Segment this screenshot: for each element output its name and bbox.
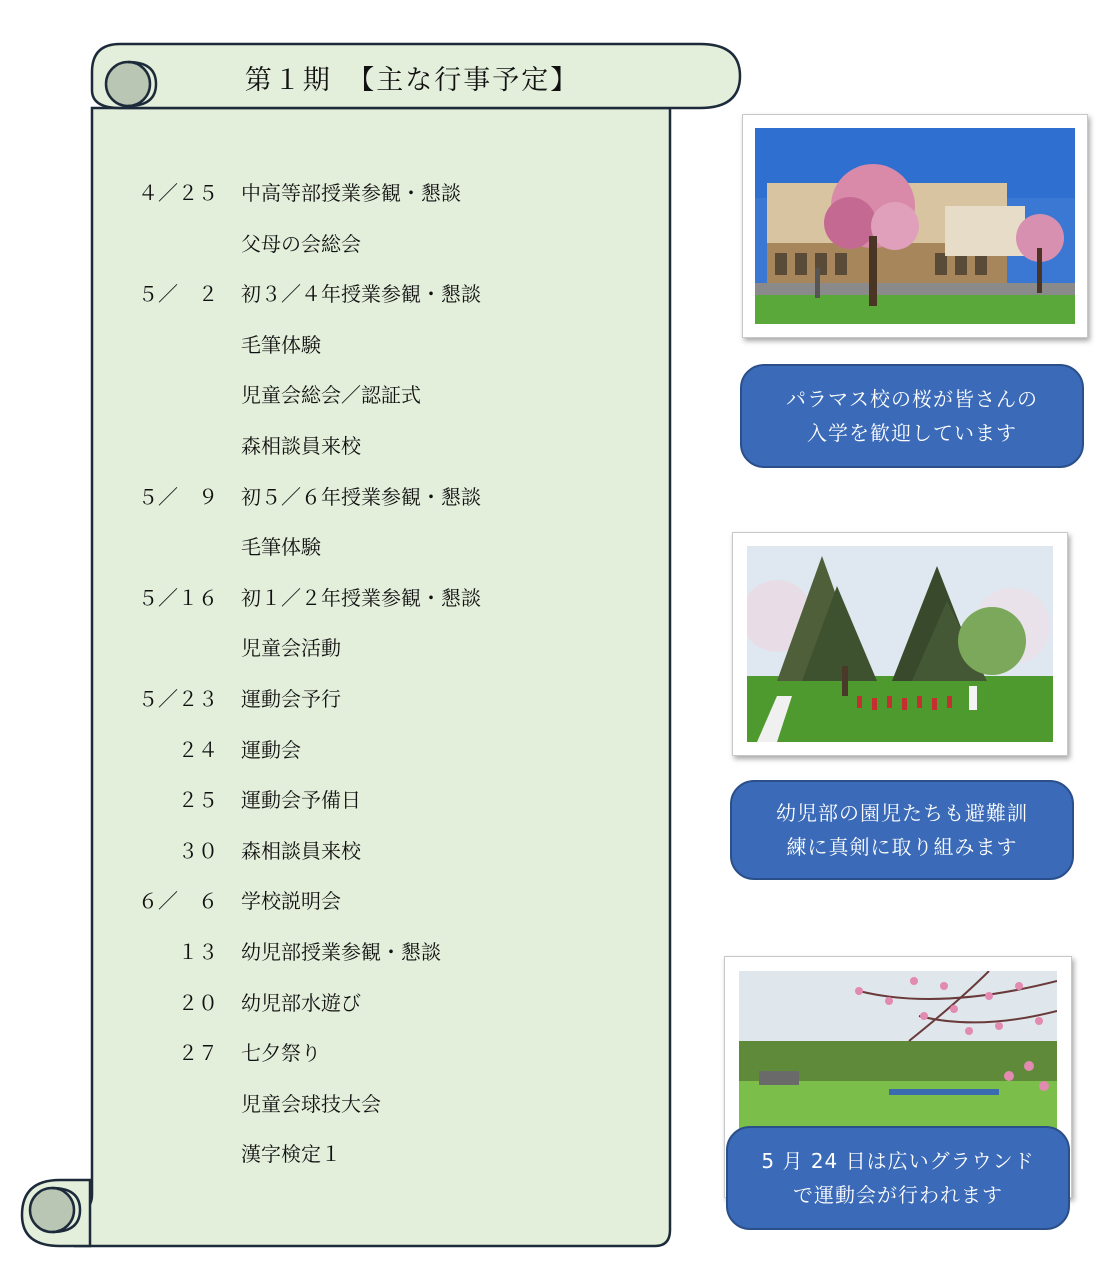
schedule-event: 中高等部授業参観・懇談 (241, 181, 461, 205)
schedule-event: 運動会 (241, 737, 301, 762)
caption-line: 幼児部の園児たちも避難訓 (776, 801, 1028, 825)
schedule-date: ３０ (178, 838, 218, 863)
schedule-event: 学校説明会 (241, 889, 341, 914)
caption-sports-day (726, 1126, 1070, 1230)
schedule-date: ５／２３ (138, 687, 218, 711)
caption-evacuation-drill (730, 780, 1074, 880)
caption-line: パラマス校の桜が皆さんの (786, 387, 1038, 411)
schedule-event: 初１／２年授業参観・懇談 (241, 585, 481, 610)
school-building-cherry-photo (742, 114, 1088, 338)
schedule-event: 運動会予行 (241, 687, 341, 711)
schedule-date: ５／１６ (138, 585, 218, 610)
schedule-event: 七夕祭り (241, 1041, 321, 1066)
schedule-event: 毛筆体験 (241, 332, 321, 357)
schedule-event: 児童会球技大会 (241, 1091, 381, 1116)
schedule-event: 初５／６年授業参観・懇談 (241, 484, 481, 509)
schedule-date: ２５ (178, 788, 218, 813)
schedule-date: ５／ ９ (138, 484, 218, 509)
schedule-event: 父母の会総会 (241, 231, 361, 256)
caption-line: で運動会が行われます (793, 1183, 1003, 1207)
caption-line: 入学を歓迎しています (807, 421, 1017, 445)
schedule-event: 初３／４年授業参観・懇談 (241, 282, 481, 307)
schedule-date: ２７ (178, 1041, 218, 1066)
schedule-event: 児童会活動 (241, 636, 341, 661)
scroll-title: 第１期 【主な行事予定】 (244, 65, 580, 96)
caption-line: 練に真剣に取り組みます (786, 835, 1018, 859)
schedule-event: 森相談員来校 (241, 434, 361, 458)
schedule-date: ６／ ６ (138, 889, 218, 914)
schedule-date: ４／２５ (138, 181, 218, 205)
schedule-event: 森相談員来校 (241, 838, 361, 863)
schedule-date: ２４ (178, 737, 218, 762)
schedule-event: 毛筆体験 (241, 535, 321, 560)
schedule-event: 幼児部授業参観・懇談 (241, 940, 441, 964)
schedule-event: 幼児部水遊び (241, 990, 361, 1015)
schedule-date: ２０ (178, 990, 218, 1015)
schedule-event: 児童会総会／認証式 (241, 383, 421, 408)
schedule-event: 漢字検定１ (241, 1142, 341, 1167)
park-evacuation-drill-photo (732, 532, 1068, 756)
schedule-date: ５／ ２ (138, 282, 218, 307)
caption-line: 5 月 24 日は広いグラウンド (761, 1149, 1035, 1173)
caption-school-cherry (740, 364, 1084, 468)
schedule-date: １３ (178, 940, 218, 964)
schedule-event: 運動会予備日 (241, 788, 361, 813)
